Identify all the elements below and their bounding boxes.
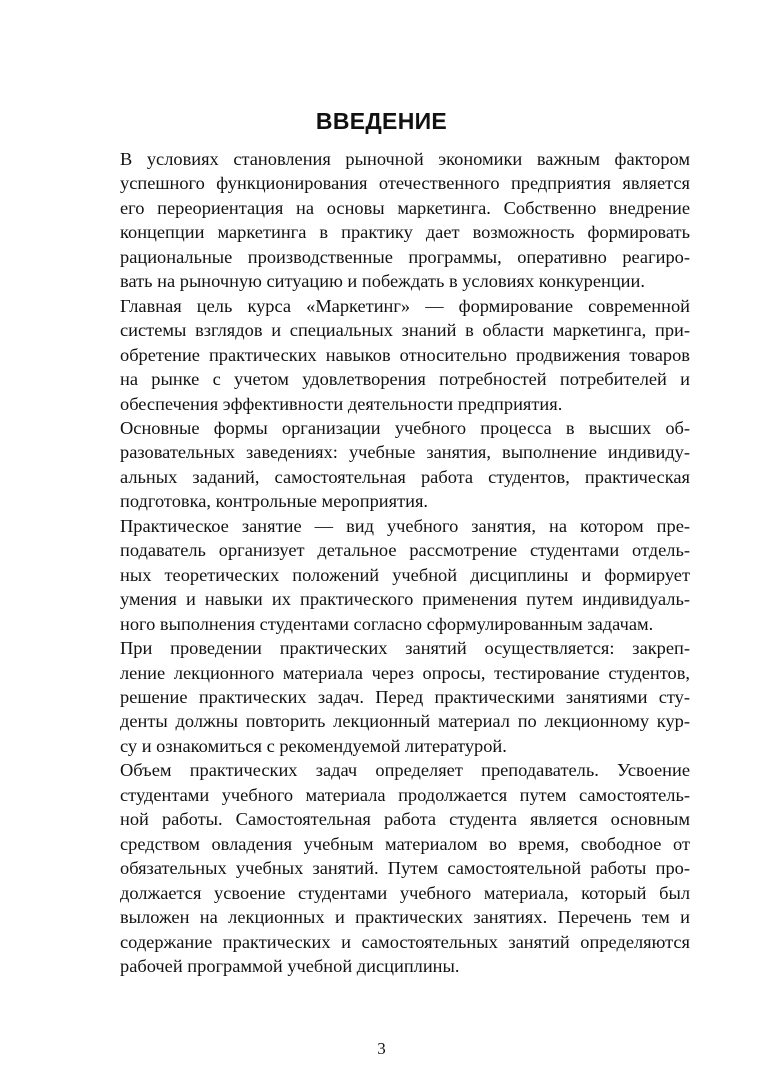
paragraph-2	[74, 294, 690, 416]
text-line: су и ознакомиться с рекомендуемой литературой.	[120, 735, 507, 756]
text-line: успешного функционирования отечественного предприятия является	[120, 173, 690, 194]
text-line: Практическое занятие — вид учебного занятия, на котором пре-	[120, 515, 690, 536]
text-line: подготовка, контрольные мероприятия.	[120, 491, 429, 512]
text-line: подаватель организует детальное рассмотрение студентами отдель-	[120, 540, 690, 561]
text-line: средством овладения учебным материалом во время, свободное от	[120, 833, 690, 854]
text-line: Объем практических задач определяет преподаватель. Усвоение	[120, 760, 690, 781]
paragraph-1	[74, 147, 690, 294]
text-line: ление лекционного материала через опросы, тестирование студентов,	[120, 662, 690, 683]
page-title: ВВЕДЕНИЕ	[315, 108, 448, 134]
text-line: обретение практических навыков относительно продвижения товаров	[120, 344, 690, 365]
paragraph-6	[74, 758, 690, 978]
paragraph-5	[74, 636, 690, 758]
text-line: системы взглядов и специальных знаний в области маркетинга, при-	[120, 320, 690, 341]
body-text	[74, 147, 690, 978]
text-line: вать на рыночную ситуацию и побеждать в условиях конкуренции.	[120, 271, 645, 292]
paragraph-3	[74, 416, 690, 514]
text-line: При проведении практических занятий осуществляется: закреп-	[120, 638, 690, 659]
text-line: Главная цель курса «Маркетинг» — формирование современной	[120, 295, 690, 316]
text-line: денты должны повторить лекционный материал по лекционному кур-	[120, 711, 690, 732]
text-line: рациональные производственные программы, оперативно реагиро-	[120, 246, 690, 267]
text-line: на рынке с учетом удовлетворения потребностей потребителей и	[120, 369, 690, 390]
text-line: рабочей программой учебной дисциплины.	[120, 955, 460, 976]
text-line: разовательных заведениях: учебные занятия, выполнение индивиду-	[120, 442, 690, 463]
text-line: умения и навыки их практического применения путем индивидуаль-	[120, 589, 690, 610]
text-line: ного выполнения студентами согласно сформулированным задачам.	[120, 613, 654, 634]
text-line: обязательных учебных занятий. Путем самостоятельной работы про-	[120, 858, 690, 879]
text-line: ной работы. Самостоятельная работа студента является основным	[120, 809, 690, 830]
text-line: ных теоретических положений учебной дисциплины и формирует	[120, 564, 690, 585]
text-line: обеспечения эффективности деятельности предприятия.	[120, 393, 563, 414]
text-line: В условиях становления рыночной экономики важным фактором	[120, 149, 690, 169]
text-line: его переориентация на основы маркетинга. Собственно внедрение	[120, 197, 690, 218]
paragraph-4	[74, 514, 690, 636]
text-line: альных заданий, самостоятельная работа студентов, практическая	[120, 466, 690, 487]
text-line: выложен на лекционных и практических занятиях. Перечень тем и	[120, 907, 690, 928]
text-line: студентами учебного материала продолжается путем самостоятель-	[120, 784, 690, 805]
text-line: содержание практических и самостоятельных занятий определяются	[120, 931, 690, 952]
text-line: Основные формы организации учебного процесса в высших об-	[120, 417, 690, 438]
text-line: должается усвоение студентами учебного материала, который был	[120, 882, 690, 903]
text-line: решение практических задач. Перед практическими занятиями сту-	[120, 686, 690, 707]
page-number: 3	[377, 1039, 386, 1058]
text-line: концепции маркетинга в практику дает возможность формировать	[120, 222, 690, 243]
